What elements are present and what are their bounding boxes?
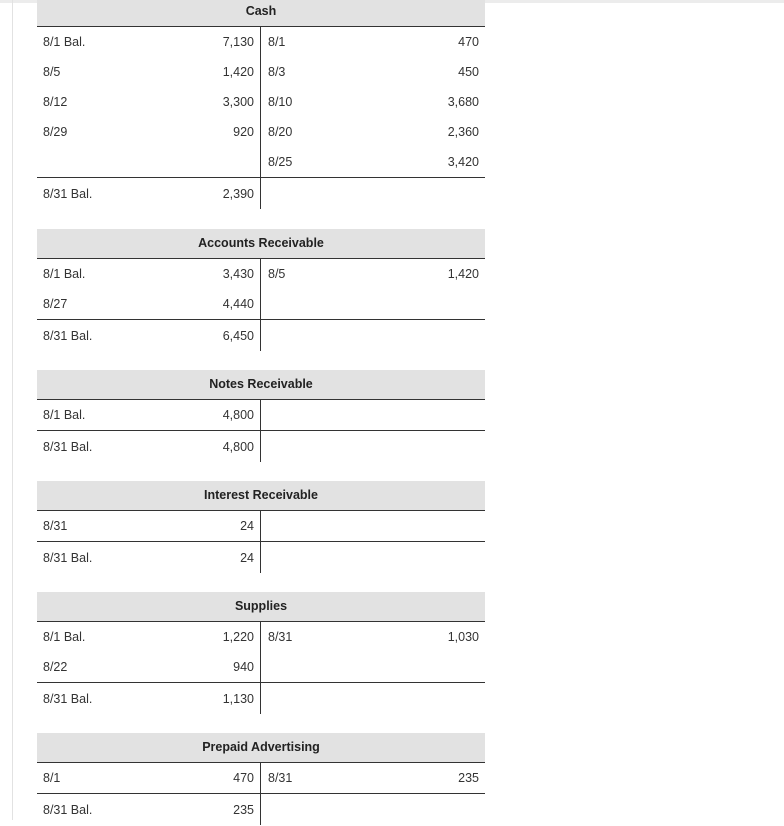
debit-date: 8/1 Bal. bbox=[43, 267, 86, 281]
balance-amount: 24 bbox=[240, 551, 254, 565]
account-title: Cash bbox=[37, 0, 485, 27]
credit-date: 8/5 bbox=[268, 267, 286, 281]
debit-date: 8/5 bbox=[43, 65, 61, 79]
entry-row bbox=[37, 652, 485, 683]
account-body bbox=[37, 27, 485, 209]
balance-label: 8/31 Bal. bbox=[43, 187, 93, 201]
balance-amount: 235 bbox=[233, 803, 254, 817]
t-account bbox=[37, 229, 485, 351]
balance-label: 8/31 Bal. bbox=[43, 551, 93, 565]
entry-row bbox=[37, 117, 485, 147]
balance-amount: 6,450 bbox=[222, 329, 254, 343]
debit-date: 8/12 bbox=[43, 95, 68, 109]
debit-amount: 4,800 bbox=[222, 408, 254, 422]
balance-label: 8/31 Bal. bbox=[43, 440, 93, 454]
balance-label: 8/31 Bal. bbox=[43, 329, 93, 343]
credit-date: 8/3 bbox=[268, 65, 286, 79]
entry-row bbox=[37, 27, 485, 57]
account-body bbox=[37, 622, 485, 714]
debit-amount: 7,130 bbox=[222, 35, 254, 49]
debit-amount: 3,300 bbox=[222, 95, 254, 109]
entry-row bbox=[37, 400, 485, 431]
debit-amount: 24 bbox=[240, 519, 254, 533]
t-account bbox=[37, 0, 485, 209]
debit-date: 8/29 bbox=[43, 125, 68, 139]
credit-date: 8/1 bbox=[268, 35, 286, 49]
t-account bbox=[37, 481, 485, 573]
entry-row bbox=[37, 622, 485, 652]
account-body bbox=[37, 400, 485, 462]
debit-date: 8/1 Bal. bbox=[43, 630, 86, 644]
left-rule bbox=[12, 0, 13, 820]
debit-date: 8/1 bbox=[43, 771, 61, 785]
balance-label: 8/31 Bal. bbox=[43, 803, 93, 817]
t-account bbox=[37, 370, 485, 462]
account-title: Prepaid Advertising bbox=[37, 733, 485, 763]
debit-amount: 3,430 bbox=[222, 267, 254, 281]
credit-date: 8/25 bbox=[268, 155, 293, 169]
account-body bbox=[37, 511, 485, 573]
credit-amount: 235 bbox=[458, 771, 479, 785]
balance-row bbox=[37, 320, 485, 351]
debit-date: 8/31 bbox=[43, 519, 68, 533]
debit-amount: 1,220 bbox=[222, 630, 254, 644]
credit-amount: 3,420 bbox=[447, 155, 479, 169]
t-account bbox=[37, 733, 485, 825]
balance-row bbox=[37, 178, 485, 209]
credit-date: 8/10 bbox=[268, 95, 293, 109]
credit-amount: 1,030 bbox=[447, 630, 479, 644]
entry-row bbox=[37, 259, 485, 289]
entry-row bbox=[37, 511, 485, 542]
account-title: Notes Receivable bbox=[37, 370, 485, 400]
account-title: Accounts Receivable bbox=[37, 229, 485, 259]
credit-amount: 470 bbox=[458, 35, 479, 49]
debit-amount: 4,440 bbox=[222, 297, 254, 311]
credit-date: 8/31 bbox=[268, 771, 293, 785]
balance-row bbox=[37, 794, 485, 825]
credit-date: 8/31 bbox=[268, 630, 293, 644]
balance-row bbox=[37, 431, 485, 462]
credit-amount: 2,360 bbox=[447, 125, 479, 139]
entry-row bbox=[37, 763, 485, 794]
entry-row bbox=[37, 289, 485, 320]
balance-amount: 2,390 bbox=[222, 187, 254, 201]
balance-amount: 1,130 bbox=[222, 692, 254, 706]
t-account bbox=[37, 592, 485, 714]
debit-date: 8/1 Bal. bbox=[43, 408, 86, 422]
debit-amount: 1,420 bbox=[222, 65, 254, 79]
balance-row bbox=[37, 542, 485, 573]
account-body bbox=[37, 259, 485, 351]
balance-amount: 4,800 bbox=[222, 440, 254, 454]
debit-amount: 470 bbox=[233, 771, 254, 785]
credit-date: 8/20 bbox=[268, 125, 293, 139]
account-body bbox=[37, 763, 485, 825]
entry-row bbox=[37, 147, 485, 178]
entry-row bbox=[37, 57, 485, 87]
credit-amount: 450 bbox=[458, 65, 479, 79]
credit-amount: 1,420 bbox=[447, 267, 479, 281]
account-title: Supplies bbox=[37, 592, 485, 622]
debit-amount: 920 bbox=[233, 125, 254, 139]
account-title: Interest Receivable bbox=[37, 481, 485, 511]
credit-amount: 3,680 bbox=[447, 95, 479, 109]
debit-date: 8/27 bbox=[43, 297, 68, 311]
balance-row bbox=[37, 683, 485, 714]
debit-date: 8/22 bbox=[43, 660, 68, 674]
debit-date: 8/1 Bal. bbox=[43, 35, 86, 49]
debit-amount: 940 bbox=[233, 660, 254, 674]
balance-label: 8/31 Bal. bbox=[43, 692, 93, 706]
entry-row bbox=[37, 87, 485, 117]
